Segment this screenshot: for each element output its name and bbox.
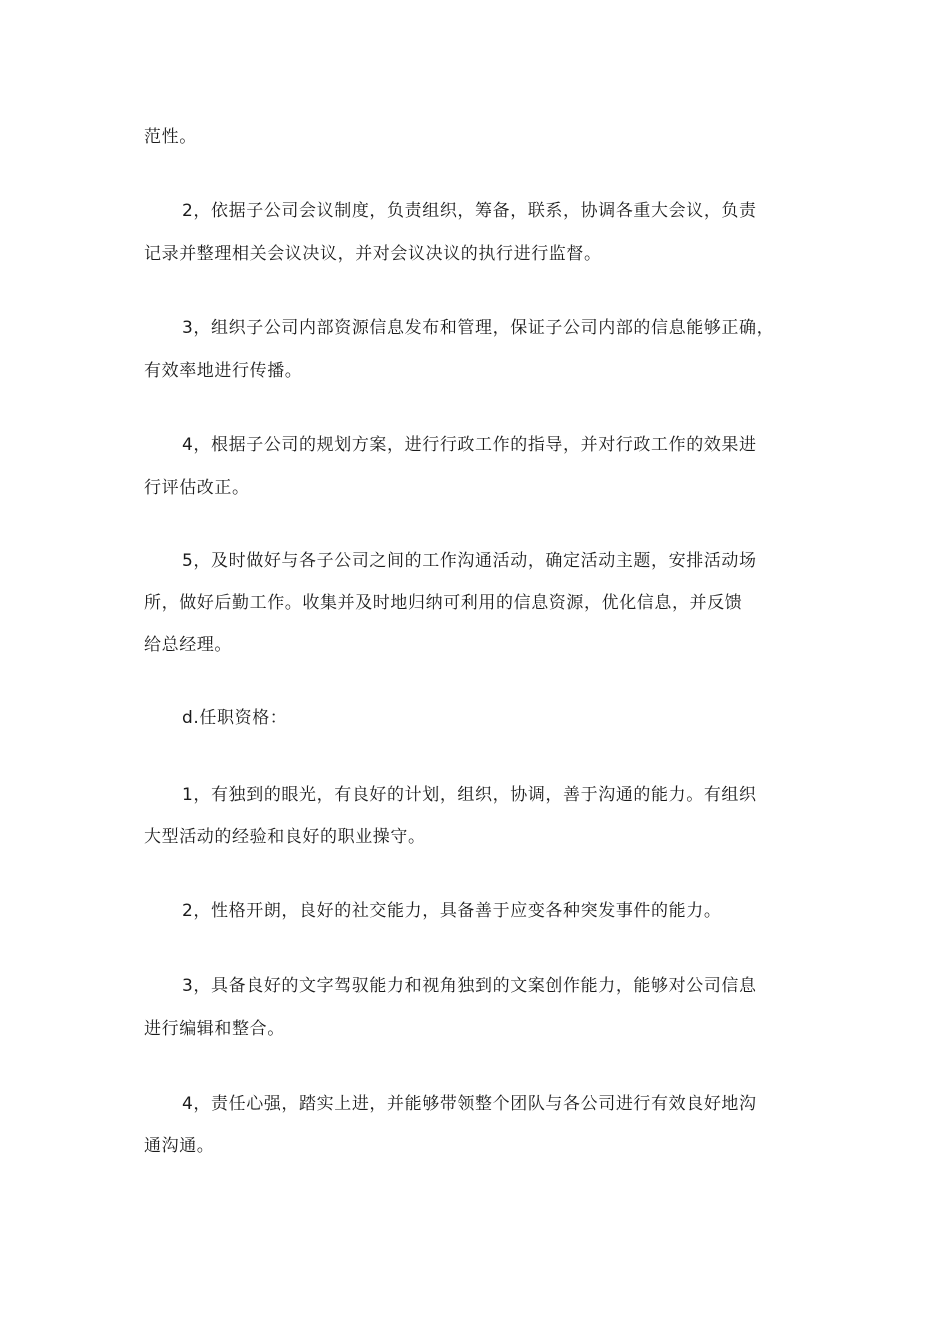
text-line: 2，依据子公司会议制度，负责组织，筹备，联系，协调各重大会议，负责	[182, 201, 757, 221]
text-line: 范性。	[144, 127, 197, 147]
text-line: 记录并整理相关会议决议，并对会议决议的执行进行监督。	[144, 244, 602, 264]
text-line: 3，组织子公司内部资源信息发布和管理，保证子公司内部的信息能够正确，	[182, 318, 775, 338]
text-line: 所，做好后勤工作。收集并及时地归纳可利用的信息资源，优化信息，并反馈	[144, 593, 743, 613]
text-line: 大型活动的经验和良好的职业操守。	[144, 827, 426, 847]
text-line: 5，及时做好与各子公司之间的工作沟通活动，确定活动主题，安排活动场	[182, 551, 757, 571]
text-line: 给总经理。	[144, 635, 232, 655]
text-line: 行评估改正。	[144, 478, 250, 498]
text-line: 有效率地进行传播。	[144, 361, 303, 381]
text-line: 进行编辑和整合。	[144, 1019, 285, 1039]
text-line: 3，具备良好的文字驾驭能力和视角独到的文案创作能力，能够对公司信息	[182, 976, 757, 996]
text-line: 4，责任心强，踏实上进，并能够带领整个团队与各公司进行有效良好地沟	[182, 1094, 757, 1114]
text-line: 2，性格开朗，良好的社交能力，具备善于应变各种突发事件的能力。	[182, 901, 722, 921]
section-heading: d.任职资格：	[182, 708, 288, 728]
text-line: 通沟通。	[144, 1136, 215, 1156]
text-line: 1，有独到的眼光，有良好的计划，组织，协调，善于沟通的能力。有组织	[182, 785, 757, 805]
text-line: 4，根据子公司的规划方案，进行行政工作的指导，并对行政工作的效果进	[182, 435, 757, 455]
